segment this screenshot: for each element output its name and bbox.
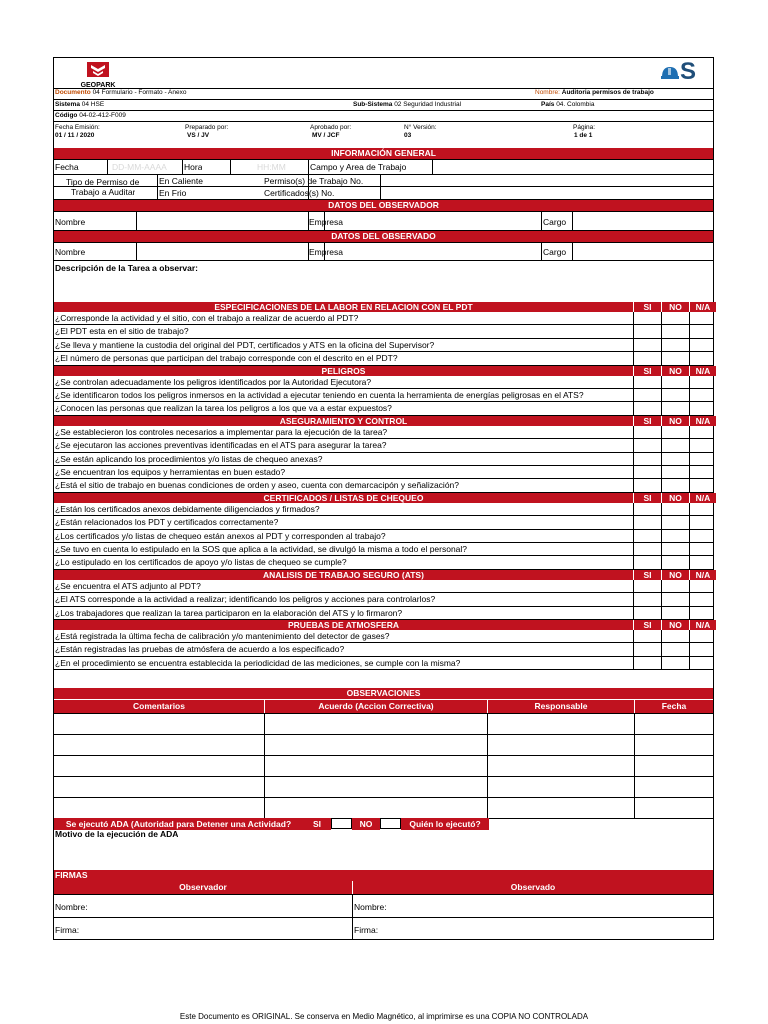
col-si: SI <box>634 416 661 426</box>
checklist-row <box>54 453 713 466</box>
fecha-input[interactable]: DD-MM-AAAA <box>112 162 167 172</box>
answer-si-cell[interactable] <box>633 466 661 478</box>
col-no: NO <box>662 570 689 580</box>
geopark-logo-icon <box>87 62 109 77</box>
checklist-row <box>54 630 713 643</box>
answer-na-cell[interactable] <box>689 479 716 491</box>
answer-si-cell[interactable] <box>633 556 661 568</box>
nombre-doc: Nombre: Auditoria permisos de trabajo <box>535 89 654 96</box>
checklist-row <box>54 339 713 352</box>
checklist-row <box>54 530 713 543</box>
col-si: SI <box>634 366 661 376</box>
observado-empresa: Empresa <box>309 247 344 257</box>
answer-si-cell[interactable] <box>633 516 661 528</box>
answer-na-cell[interactable] <box>689 466 716 478</box>
ada-motivo-label: Motivo de la ejecución de ADA <box>55 829 179 839</box>
answer-si-cell[interactable] <box>633 607 661 619</box>
question-text: ¿Los certificados y/o listas de chequeo están anexos al PDT y corresponden al trabajo? <box>55 530 386 541</box>
question-text: ¿Conocen las personas que realizan la tarea los peligros a los que va a estar expuestos? <box>55 403 392 414</box>
col-na: N/A <box>690 416 716 426</box>
answer-na-cell[interactable] <box>689 339 716 351</box>
observado-title: DATOS DEL OBSERVADO <box>54 231 713 242</box>
answer-si-cell[interactable] <box>633 643 661 655</box>
answer-si-cell[interactable] <box>633 439 661 451</box>
checklist-row <box>54 402 713 415</box>
firma-observador-firma: Firma: <box>55 925 80 935</box>
answer-na-cell[interactable] <box>689 325 716 337</box>
col-no: NO <box>662 620 689 630</box>
answer-na-cell[interactable] <box>689 516 716 528</box>
answer-na-cell[interactable] <box>689 439 716 451</box>
answer-na-cell[interactable] <box>689 402 716 414</box>
answer-si-cell[interactable] <box>633 325 661 337</box>
answer-na-cell[interactable] <box>689 630 716 642</box>
col-acuerdo: Acuerdo (Accion Correctiva) <box>265 700 487 713</box>
section-header <box>54 366 713 376</box>
section-header <box>54 493 713 503</box>
section-header <box>54 620 713 630</box>
checklist-row <box>54 593 713 606</box>
checklist-row <box>54 503 713 516</box>
answer-no-cell[interactable] <box>661 479 689 491</box>
subsistema: Sub-Sistema 02 Seguridad Industrial <box>353 101 462 108</box>
question-text: ¿El ATS corresponde a la actividad a realizar; identificando los peligros y acciones para controlarlos? <box>55 594 436 605</box>
question-text: ¿Se controlan adecuadamente los peligros identificados por la Autoridad Ejecutora? <box>55 376 372 387</box>
question-text: ¿Se lleva y mantiene la custodia del original del PDT, certificados y ATS en la oficina del Supervisor? <box>55 339 435 350</box>
checklist-row <box>54 479 713 492</box>
question-text: ¿Lo estipulado en los certificados de apoyo y/o listas de chequeo se cumple? <box>55 557 347 568</box>
checklist-row <box>54 556 713 569</box>
answer-na-cell[interactable] <box>689 312 716 324</box>
fecha-emision-value: 01 / 11 / 2020 <box>55 132 95 139</box>
info-tipo-1: Tipo de Permiso de <box>66 177 140 187</box>
answer-no-cell[interactable] <box>661 466 689 478</box>
answer-na-cell[interactable] <box>689 593 716 605</box>
firmas-observado: Observado <box>353 881 713 894</box>
observador-title: DATOS DEL OBSERVADOR <box>54 200 713 211</box>
col-si: SI <box>634 570 661 580</box>
answer-na-cell[interactable] <box>689 657 716 669</box>
checklist-row <box>54 352 713 365</box>
answer-na-cell[interactable] <box>689 643 716 655</box>
section-title: CERTIFICADOS / LISTAS DE CHEQUEO <box>54 493 633 503</box>
col-si: SI <box>634 620 661 630</box>
s-brand-icon: S <box>680 58 697 85</box>
col-na: N/A <box>690 493 716 503</box>
answer-na-cell[interactable] <box>689 543 716 555</box>
pagina-value: 1 de 1 <box>574 132 593 139</box>
answer-no-cell[interactable] <box>661 352 689 364</box>
question-text: ¿Se ejecutaron las acciones preventivas identificadas en el ATS para asegurar la tarea? <box>55 440 387 451</box>
checkbox-en-frio[interactable]: En Frio <box>159 188 187 198</box>
info-campo: Campo y Area de Trabajo <box>310 162 407 172</box>
answer-si-cell[interactable] <box>633 479 661 491</box>
col-na: N/A <box>690 302 716 312</box>
col-si: SI <box>634 493 661 503</box>
answer-na-cell[interactable] <box>689 453 716 465</box>
form-sheet <box>53 57 714 940</box>
preparado-label: Preparado por: <box>185 124 229 131</box>
answer-no-cell[interactable] <box>661 657 689 669</box>
answer-na-cell[interactable] <box>689 503 716 515</box>
question-text: ¿Se encuentra el ATS adjunto al PDT? <box>55 580 201 591</box>
answer-na-cell[interactable] <box>689 580 716 592</box>
answer-na-cell[interactable] <box>689 607 716 619</box>
answer-no-cell[interactable] <box>661 426 689 438</box>
answer-no-cell[interactable] <box>661 339 689 351</box>
col-na: N/A <box>690 570 716 580</box>
answer-na-cell[interactable] <box>689 352 716 364</box>
permisos-label: Permiso(s) de Trabajo No. <box>264 176 364 186</box>
codigo-row: Código 04-02-412-F009 <box>55 112 126 119</box>
answer-no-cell[interactable] <box>661 643 689 655</box>
checklist-row <box>54 657 713 670</box>
info-title: INFORMACIÓN GENERAL <box>54 148 713 159</box>
answer-si-cell[interactable] <box>633 402 661 414</box>
answer-no-cell[interactable] <box>661 389 689 401</box>
aprobado-value: MV / JCF <box>312 132 340 139</box>
answer-no-cell[interactable] <box>661 543 689 555</box>
observador-empresa: Empresa <box>309 217 344 227</box>
question-text: ¿Están relacionados los PDT y certificados correctamente? <box>55 517 279 528</box>
col-na: N/A <box>690 366 716 376</box>
preparado-value: VS / JV <box>187 132 210 139</box>
col-no: NO <box>662 366 689 376</box>
answer-na-cell[interactable] <box>689 530 716 542</box>
question-text: ¿El número de personas que participan del trabajo corresponde con el descrito en el PDT? <box>55 353 398 364</box>
helmet-icon <box>660 64 680 85</box>
answer-no-cell[interactable] <box>661 580 689 592</box>
observador-nombre: Nombre <box>55 217 86 227</box>
pagina-label: Página: <box>573 124 596 131</box>
question-text: ¿Está registrada la última fecha de calibración y/o mantenimiento del detector de gases? <box>55 631 390 641</box>
info-hora: Hora <box>184 162 203 172</box>
checklist-row <box>54 325 713 338</box>
col-fecha: Fecha <box>635 700 713 713</box>
firmas-title: FIRMAS <box>54 870 713 881</box>
ada-si-checkbox[interactable] <box>331 818 352 829</box>
col-no: NO <box>662 493 689 503</box>
hora-input[interactable]: HH:MM <box>257 162 286 172</box>
ada-quien-label: Quién lo ejecutó? <box>401 818 489 830</box>
geopark-logo <box>78 62 118 87</box>
col-na: N/A <box>690 620 716 630</box>
answer-si-cell[interactable] <box>633 543 661 555</box>
firmas-observador: Observador <box>54 881 352 894</box>
aprobado-label: Aprobado por: <box>310 124 352 131</box>
checklist-row <box>54 516 713 529</box>
answer-si-cell[interactable] <box>633 389 661 401</box>
answer-si-cell[interactable] <box>633 453 661 465</box>
col-no: NO <box>662 416 689 426</box>
firma-observador-nombre: Nombre: <box>55 902 88 912</box>
question-text: ¿Se establecieron los controles necesarios a implementar para la ejecución de la tarea? <box>55 426 388 437</box>
question-text: ¿Se están aplicando los procedimientos y/o listas de chequeo anexas? <box>55 453 323 464</box>
answer-si-cell[interactable] <box>633 630 661 642</box>
documento-row: Documento 04 Formulario - Formato - Anexo <box>55 89 187 96</box>
question-text: ¿Se encuentran los equipos y herramientas en buen estado? <box>55 467 286 477</box>
section-title: PRUEBAS DE ATMOSFERA <box>54 620 633 630</box>
firma-observado-nombre: Nombre: <box>354 902 387 912</box>
checklist-row <box>54 580 713 593</box>
version-value: 03 <box>404 132 412 139</box>
col-comentarios: Comentarios <box>54 700 264 713</box>
section-title: ESPECIFICACIONES DE LA LABOR EN RELACION CON EL PDT <box>54 302 633 312</box>
answer-si-cell[interactable] <box>633 503 661 515</box>
answer-si-cell[interactable] <box>633 657 661 669</box>
question-text: ¿Corresponde la actividad y el sitio, con el trabajo a realizar de acuerdo al PDT? <box>55 313 359 323</box>
observado-cargo: Cargo <box>543 247 567 257</box>
checklist-row <box>54 439 713 452</box>
checklist-row <box>54 607 713 620</box>
answer-si-cell[interactable] <box>633 580 661 592</box>
answer-no-cell[interactable] <box>661 593 689 605</box>
col-no: NO <box>662 302 689 312</box>
answer-no-cell[interactable] <box>661 402 689 414</box>
checklist-row <box>54 312 713 325</box>
info-tipo-2: Trabajo a Auditar <box>71 187 136 197</box>
checklist-row <box>54 643 713 656</box>
section-title: ASEGURAMIENTO Y CONTROL <box>54 416 633 426</box>
question-text: ¿Están registradas las pruebas de atmósfera de acuerdo a los especificado? <box>55 644 345 655</box>
question-text: ¿Los trabajadores que realizan la tarea participaron en la elaboración del ATS y lo firmaron? <box>55 607 403 618</box>
ada-no-checkbox[interactable] <box>380 818 401 829</box>
checklist-row <box>54 389 713 402</box>
observaciones-title: OBSERVACIONES <box>54 688 713 699</box>
ada-no-label: NO <box>352 818 380 830</box>
certificados-label: Certificados(s) No. <box>264 188 335 198</box>
answer-na-cell[interactable] <box>689 556 716 568</box>
question-text: ¿El PDT esta en el sitio de trabajo? <box>55 326 189 337</box>
answer-si-cell[interactable] <box>633 426 661 438</box>
question-text: ¿Se identificaron todos los peligros inmersos en la actividad a ejecutar teniendo en cuenta la herramienta de energías peligrosas en el ATS? <box>55 390 584 400</box>
question-text: ¿Está el sitio de trabajo en buenas condiciones de orden y aseo, cuenta con demarcacipón y señalización? <box>55 480 460 491</box>
answer-no-cell[interactable] <box>661 439 689 451</box>
checkbox-en-caliente[interactable]: En Caliente <box>159 176 203 186</box>
answer-no-cell[interactable] <box>661 607 689 619</box>
answer-no-cell[interactable] <box>661 630 689 642</box>
company-name: GEOPARK <box>80 82 116 89</box>
checklist-row <box>54 543 713 556</box>
checklist-row <box>54 466 713 479</box>
answer-na-cell[interactable] <box>689 376 716 388</box>
descripcion-label: Descripción de la Tarea a observar: <box>55 263 198 273</box>
version-label: N° Versión: <box>404 124 437 131</box>
section-title: PELIGROS <box>54 366 633 376</box>
ada-si-label: SI <box>303 818 331 830</box>
answer-no-cell[interactable] <box>661 556 689 568</box>
answer-si-cell[interactable] <box>633 593 661 605</box>
answer-na-cell[interactable] <box>689 426 716 438</box>
question-text: ¿Se tuvo en cuenta lo estipulado en la SOS que aplica a la actividad, se divulgó la misma a todo el personal? <box>55 544 468 554</box>
ada-question: Se ejecutó ADA (Autoridad para Detener una Actividad? <box>54 818 303 830</box>
answer-si-cell[interactable] <box>633 339 661 351</box>
checklist-row <box>54 426 713 439</box>
answer-no-cell[interactable] <box>661 503 689 515</box>
answer-no-cell[interactable] <box>661 312 689 324</box>
firma-observado-firma: Firma: <box>354 925 379 935</box>
section-title: ANALISIS DE TRABAJO SEGURO (ATS) <box>54 570 633 580</box>
answer-na-cell[interactable] <box>689 389 716 401</box>
section-header <box>54 302 713 312</box>
answer-no-cell[interactable] <box>661 530 689 542</box>
answer-no-cell[interactable] <box>661 376 689 388</box>
footer-note: Este Documento es ORIGINAL. Se conserva en Medio Magnético, al imprimirse es una COPIA NO CONTROLADA <box>179 1012 589 1021</box>
observado-nombre: Nombre <box>55 247 86 257</box>
answer-no-cell[interactable] <box>661 516 689 528</box>
col-si: SI <box>634 302 661 312</box>
fecha-emision-label: Fecha Emisión: <box>55 124 100 131</box>
question-text: ¿En el procedimiento se encuentra establecida la periodicidad de las mediciones, se cumple con la misma? <box>55 657 461 668</box>
section-header <box>54 570 713 580</box>
checklist-row <box>54 376 713 389</box>
info-fecha: Fecha <box>55 162 79 172</box>
answer-si-cell[interactable] <box>633 376 661 388</box>
sistema-row: Sistema 04 HSE <box>55 101 105 108</box>
section-header <box>54 416 713 426</box>
answer-si-cell[interactable] <box>633 530 661 542</box>
answer-si-cell[interactable] <box>633 312 661 324</box>
answer-si-cell[interactable] <box>633 352 661 364</box>
pais: País 04. Colombia <box>541 101 595 108</box>
answer-no-cell[interactable] <box>661 453 689 465</box>
answer-no-cell[interactable] <box>661 325 689 337</box>
col-responsable: Responsable <box>488 700 634 713</box>
observador-cargo: Cargo <box>543 217 567 227</box>
question-text: ¿Están los certificados anexos debidamente diligenciados y firmados? <box>55 503 320 514</box>
